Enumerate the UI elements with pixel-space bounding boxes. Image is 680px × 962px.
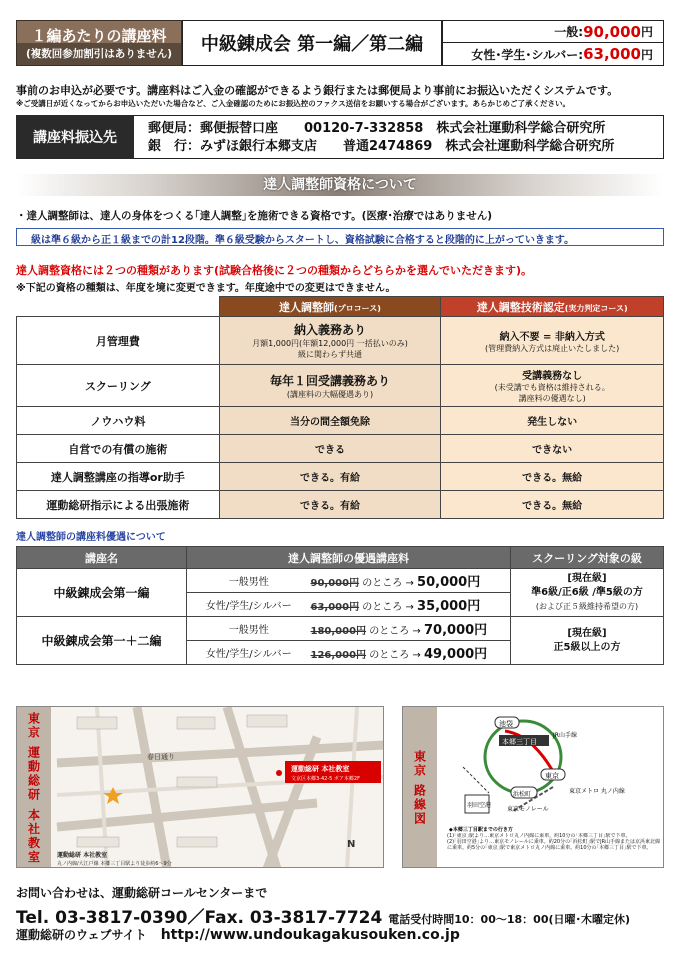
- grade-info-box: 級は準６級から正１級までの計12段階。準６級受験からスタートし、資格試験に合格すると段階的に上がっていきます。: [16, 228, 664, 246]
- notice-sub: ※ご受講日が近くなってからお申込いただいた場合など、ご入金確認のためにお振込控のファクス送信をお願いする場合がございます。あらかじめご了承ください。: [16, 99, 570, 108]
- bank-label: 講座料振込先: [16, 115, 134, 159]
- route-note-title: ◆本郷三丁目駅までの行き方: [449, 827, 513, 833]
- course-title: 中級錬成会 第一編／第二編: [182, 20, 442, 66]
- section-intro: ・達人調整師は、達人の身体をつくる｢達人調整｣を施術できる資格です。(医療･治療ではありません): [16, 210, 493, 222]
- table-row: スクーリング 毎年１回受講義務あり (講座料の大幅優遇あり) 受講義務なし (未受講でも資格は維持される。 講座料の優遇なし): [17, 365, 664, 407]
- header-pro: 達人調整師(プロコース): [219, 297, 441, 317]
- table-row: 女性/学生/シルバー 126,000円 のところ → 49,000円: [17, 641, 664, 665]
- fax-number: 03-3817-7724: [249, 908, 383, 928]
- table-row: 中級錬成会第一編 一般男性 90,000円 のところ → 50,000円 [現在級] 準6級/正6級 /準5級の方 (および正５級維持希望の方): [17, 569, 664, 593]
- section-title: 達人調整師資格について: [16, 174, 664, 196]
- map-side-label: 東京 運動総研 本社教室: [17, 707, 51, 868]
- contact-phone: Tel. 03-3817-0390／Fax. 03-3817-7724 電話受付時間10：00〜18：00(日曜･木曜定休): [16, 908, 631, 928]
- header-tech: 達人調整技術認定(実力判定コース): [441, 297, 664, 317]
- change-note: ※下記の資格の種類は、年度を境に変更できます。年度途中での変更はできません。: [16, 283, 396, 294]
- route-map: [402, 706, 664, 868]
- office-name: 運動総研 本社教室: [291, 765, 350, 773]
- route-side-label: 東京 路線図: [403, 707, 437, 868]
- map-footer-access: 丸ノ内線/大江戸線 本郷三丁目駅より徒歩約6〜9分: [57, 861, 172, 867]
- table-row: 月管理費 納入義務あり 月額1,000円(年額12,000円 一括払いのみ) 級に関わらず共通 納入不要 = 非納入方式 (管理費納入方式は廃止いたしました): [17, 317, 664, 365]
- header-course-name: 講座名: [17, 547, 187, 569]
- discount-title: 達人調整師の講座料優遇について: [16, 532, 166, 543]
- map-footer-title: 運動総研 本社教室: [57, 852, 108, 859]
- route-note-haneda: (2)｢羽田空港｣より…東京モノレールに乗車。約20分の｢浜松町｣駅でJR山手線または京浜東北線に乗車。約5分の｢東京｣駅で東京メトロ丸ノ内線に乗車。約10分の｢本郷三丁目｣駅で下車。: [447, 839, 661, 851]
- price-box: [442, 20, 664, 66]
- station-hamamatsucho: 浜松町: [513, 791, 532, 798]
- route-note-tokyo: (1)｢東京｣駅より…東京メトロ丸ノ内線に乗車。約10分の｢本郷三丁目｣駅で下車。: [447, 833, 631, 839]
- general-price-row: 一般: 90,000 円: [443, 21, 663, 43]
- station-tokyo: 東京: [545, 772, 559, 780]
- station-haneda: 羽田空港: [467, 802, 492, 809]
- table-row: 中級錬成会第一＋二編 一般男性 180,000円 のところ → 70,000円 [現在級] 正5級以上の方: [17, 617, 664, 641]
- table-row: 運動総研指示による出張施術 できる。有給 できる。無給: [17, 491, 664, 519]
- bank-details: [134, 115, 664, 159]
- office-map: [16, 706, 384, 868]
- tel-number[interactable]: 03-3817-0390: [55, 908, 188, 928]
- bank-mizuho: 銀 行：みずほ銀行本郷支店 普通2474869 株式会社運動科学総合研究所: [148, 139, 615, 154]
- line-monorail: 東京モノレール: [507, 806, 549, 813]
- discount-header: [17, 547, 664, 569]
- notice-main: 事前のお申込が必要です。講座料はご入金の確認ができるよう銀行または郵便局より事前にお振込いただくシステムです。: [16, 84, 619, 97]
- call-hours: 電話受付時間10：00〜18：00(日曜･木曜定休): [388, 913, 631, 926]
- contact-intro: お問い合わせは、運動総研コールセンターまで: [16, 886, 268, 900]
- line-marunouchi: 東京メトロ 丸ノ内線: [569, 788, 625, 795]
- table-row: ノウハウ料 当分の間全額免除 発生しない: [17, 407, 664, 435]
- line-yamanote: JR山手線: [553, 732, 577, 739]
- website-link[interactable]: http://www.undoukagakusouken.co.jp: [160, 927, 460, 943]
- north-icon: N: [347, 839, 356, 850]
- office-address: 文京区本郷3-42-5 ボア本郷2F: [291, 776, 360, 782]
- station-ikebukuro: 池袋: [499, 720, 513, 728]
- header-schooling: スクーリング対象の級: [511, 547, 664, 569]
- fee-subtitle: (複数回参加割引はありません): [25, 48, 173, 60]
- table-row: 女性/学生/シルバー 63,000円 のところ → 35,000円: [17, 593, 664, 617]
- discount-table: [16, 546, 664, 665]
- street-label: 春日通り: [147, 753, 175, 761]
- fee-title: １編あたりの講座料: [17, 21, 181, 43]
- table-row: 達人調整講座の指導or助手 できる。有給 できる。無給: [17, 463, 664, 491]
- contact-web: 運動総研のウェブサイト http://www.undoukagakusouken.co.jp: [16, 927, 460, 943]
- two-types-note: 達人調整資格には２つの種類があります(試験合格後に２つの種類からどちらかを選んでいただきます)。: [16, 264, 533, 277]
- header-price: 達人調整師の優遇講座料: [187, 547, 511, 569]
- general-price: 90,000: [583, 22, 641, 41]
- qualification-table: [16, 296, 664, 519]
- station-hongo: 本郷三丁目: [502, 738, 537, 746]
- student-price: 63,000: [583, 45, 641, 63]
- fee-badge: [16, 20, 182, 66]
- bank-postal: 郵便局：郵便振替口座 00120-7-332858 株式会社運動科学総合研究所: [148, 121, 606, 136]
- map-drawing: [17, 707, 384, 868]
- route-drawing: [403, 707, 664, 868]
- qualification-header: [17, 297, 664, 317]
- student-price-row: 女性･学生･シルバー: 63,000 円: [471, 45, 653, 63]
- table-row: 自営での有償の施術 できる できない: [17, 435, 664, 463]
